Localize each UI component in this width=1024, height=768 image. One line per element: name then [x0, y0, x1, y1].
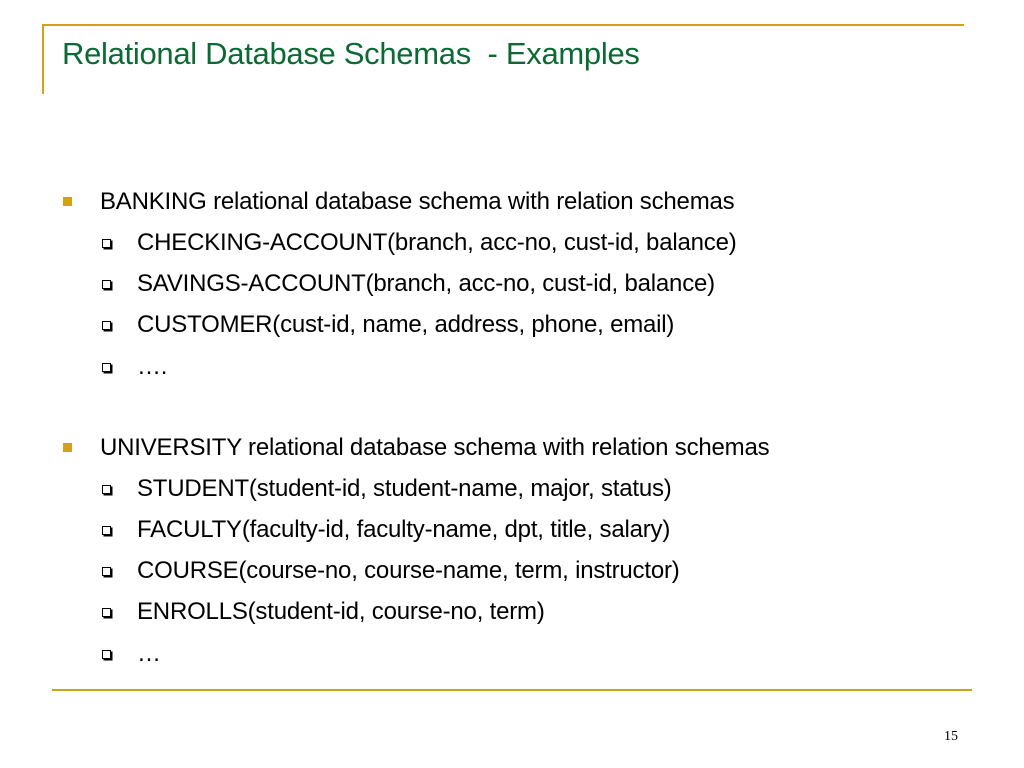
university-heading: UNIVERSITY relational database schema with relation schemas [100, 434, 770, 461]
hollow-square-bullet-icon [102, 363, 111, 372]
page-number: 15 [944, 729, 958, 744]
hollow-square-bullet-icon [102, 485, 111, 494]
title-frame-left-rule [42, 24, 44, 94]
banking-heading-item [100, 188, 734, 216]
university-schema-item [137, 557, 680, 585]
hollow-square-bullet-icon [102, 239, 111, 248]
banking-schema-item [137, 311, 674, 339]
square-bullet-icon [63, 197, 72, 206]
university-schema-text: COURSE(course-no, course-name, term, instructor) [137, 557, 680, 584]
university-schema-item [137, 475, 672, 503]
title-frame-top-rule [42, 24, 964, 26]
university-schema-text: … [137, 640, 161, 667]
hollow-square-bullet-icon [102, 567, 111, 576]
hollow-square-bullet-icon [102, 608, 111, 617]
banking-schema-text: CHECKING-ACCOUNT(branch, acc-no, cust-id, balance) [137, 229, 737, 256]
footer-rule [52, 689, 972, 691]
banking-schema-item [137, 353, 167, 381]
university-schema-text: FACULTY(faculty-id, faculty-name, dpt, title, salary) [137, 516, 671, 543]
university-schema-text: ENROLLS(student-id, course-no, term) [137, 598, 545, 625]
slide-title: Relational Database Schemas - Examples [62, 36, 640, 71]
hollow-square-bullet-icon [102, 650, 111, 659]
hollow-square-bullet-icon [102, 321, 111, 330]
square-bullet-icon [63, 443, 72, 452]
university-schema-item [137, 516, 670, 544]
university-heading-item [100, 434, 769, 462]
banking-heading: BANKING relational database schema with relation schemas [100, 188, 735, 215]
university-schema-item [137, 598, 545, 626]
university-schema-text: STUDENT(student-id, student-name, major, status) [137, 475, 672, 502]
banking-schema-item [137, 270, 715, 298]
banking-schema-text: CUSTOMER(cust-id, name, address, phone, email) [137, 311, 675, 338]
banking-schema-text: SAVINGS-ACCOUNT(branch, acc-no, cust-id, balance) [137, 270, 715, 297]
banking-schema-item [137, 229, 737, 257]
university-schema-item [137, 640, 161, 668]
banking-schema-text: …. [137, 353, 168, 380]
hollow-square-bullet-icon [102, 526, 111, 535]
hollow-square-bullet-icon [102, 280, 111, 289]
